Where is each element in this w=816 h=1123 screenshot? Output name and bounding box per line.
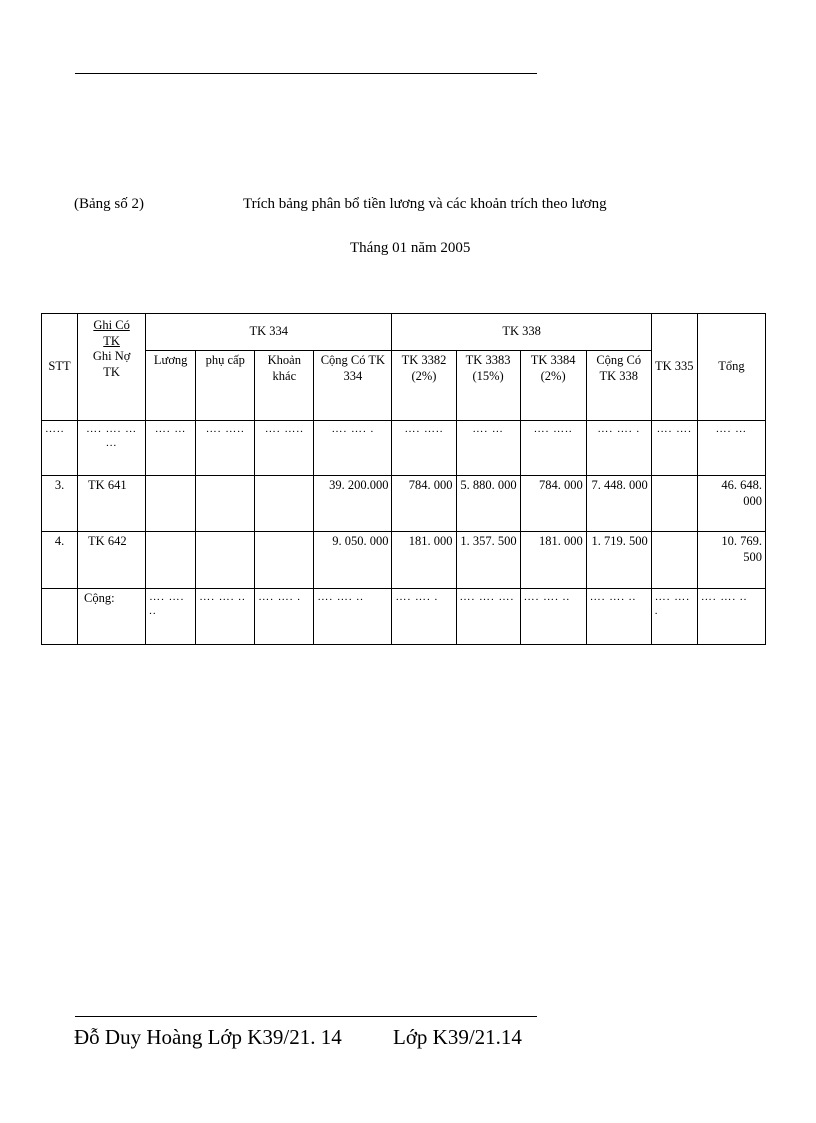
row-total: 10. 769. 500 — [697, 532, 765, 589]
row-tk3382: 784. 000 — [392, 476, 456, 532]
header-phu-cap: phụ cấp — [196, 351, 255, 421]
top-rule — [75, 73, 537, 74]
row-cong-338: 7. 448. 000 — [586, 476, 651, 532]
total-dots: …. …. . — [255, 589, 314, 645]
header-tk-2: TK — [103, 364, 120, 379]
header-tk334: TK 334 — [146, 314, 392, 351]
dots-cell: …. … — [697, 421, 765, 476]
row-cong-334: 39. 200.000 — [314, 476, 392, 532]
dots-cell — [78, 421, 146, 476]
header-tk335: TK 335 — [651, 314, 697, 421]
total-dots: …. …. .. — [586, 589, 651, 645]
dots-cell: …. … — [456, 421, 520, 476]
row-cong-334: 9. 050. 000 — [314, 532, 392, 589]
header-khoan-khac: Khoản khác — [255, 351, 314, 421]
row-account: TK 642 — [78, 532, 146, 589]
dots-text: …. …. … — [86, 423, 138, 435]
total-dots: …. …. .. — [520, 589, 586, 645]
dots-cell: …. ….. — [255, 421, 314, 476]
header-cong-334: Cộng Có TK 334 — [314, 351, 392, 421]
total-row — [42, 589, 766, 645]
total-dots: …. …. .. — [697, 589, 765, 645]
total-stt — [42, 589, 78, 645]
header-total: Tổng — [697, 314, 765, 421]
total-dots: …. …. . — [651, 589, 697, 645]
row-total: 46. 648. 000 — [697, 476, 765, 532]
header-ghi-no: Ghi Nợ — [92, 349, 131, 364]
header-tk3383: TK 3383 (15%) — [456, 351, 520, 421]
row-tk3384: 784. 000 — [520, 476, 586, 532]
total-dots: …. …. …. — [456, 589, 520, 645]
row-stt: 3. — [42, 476, 78, 532]
dots-cell: ….. — [42, 421, 78, 476]
footer-class: Lớp K39/21.14 — [393, 1025, 522, 1049]
row-tk3383: 1. 357. 500 — [456, 532, 520, 589]
row-tk3383: 5. 880. 000 — [456, 476, 520, 532]
row-stt: 4. — [42, 532, 78, 589]
row-phu-cap — [196, 532, 255, 589]
table-row — [42, 532, 766, 589]
dots-row — [42, 421, 766, 476]
total-dots: …. …. . — [392, 589, 456, 645]
header-tk-1: TK — [103, 333, 120, 348]
table-title: Trích bảng phân bổ tiền lương và các khoản trích theo lương — [243, 196, 607, 212]
row-khoan-khac — [255, 532, 314, 589]
header-tk3382: TK 3382 (2%) — [392, 351, 456, 421]
dots-cell: …. …. — [651, 421, 697, 476]
dots-text: … — [105, 436, 118, 449]
dots-cell: …. ….. — [520, 421, 586, 476]
dots-cell: …. ….. — [196, 421, 255, 476]
row-tk335 — [651, 476, 697, 532]
row-luong — [146, 476, 196, 532]
dots-cell: …. …. . — [586, 421, 651, 476]
header-row-1 — [42, 314, 766, 351]
header-ghi-co: Ghi Có — [93, 318, 130, 332]
salary-allocation-table — [41, 313, 766, 645]
total-dots: …. …. .. — [146, 589, 196, 645]
row-khoan-khac — [255, 476, 314, 532]
header-account — [78, 314, 146, 421]
row-cong-338: 1. 719. 500 — [586, 532, 651, 589]
row-tk3384: 181. 000 — [520, 532, 586, 589]
table-row — [42, 476, 766, 532]
dots-cell: …. … — [146, 421, 196, 476]
row-tk335 — [651, 532, 697, 589]
dots-cell: …. ….. — [392, 421, 456, 476]
header-stt: STT — [42, 314, 78, 421]
total-dots: …. …. .. — [314, 589, 392, 645]
table-month: Tháng 01 năm 2005 — [350, 240, 471, 256]
dots-cell: …. …. . — [314, 421, 392, 476]
header-cong-338: Cộng Có TK 338 — [586, 351, 651, 421]
total-dots: …. …. .. — [196, 589, 255, 645]
row-phu-cap — [196, 476, 255, 532]
total-label: Cộng: — [78, 589, 146, 645]
table-number: (Bảng số 2) — [74, 196, 144, 212]
footer-author: Đỗ Duy Hoàng Lớp K39/21. 14 — [74, 1025, 342, 1049]
footer-rule — [75, 1016, 537, 1017]
header-luong: Lương — [146, 351, 196, 421]
header-tk3384: TK 3384 (2%) — [520, 351, 586, 421]
row-account: TK 641 — [78, 476, 146, 532]
row-tk3382: 181. 000 — [392, 532, 456, 589]
header-tk338: TK 338 — [392, 314, 651, 351]
row-luong — [146, 532, 196, 589]
